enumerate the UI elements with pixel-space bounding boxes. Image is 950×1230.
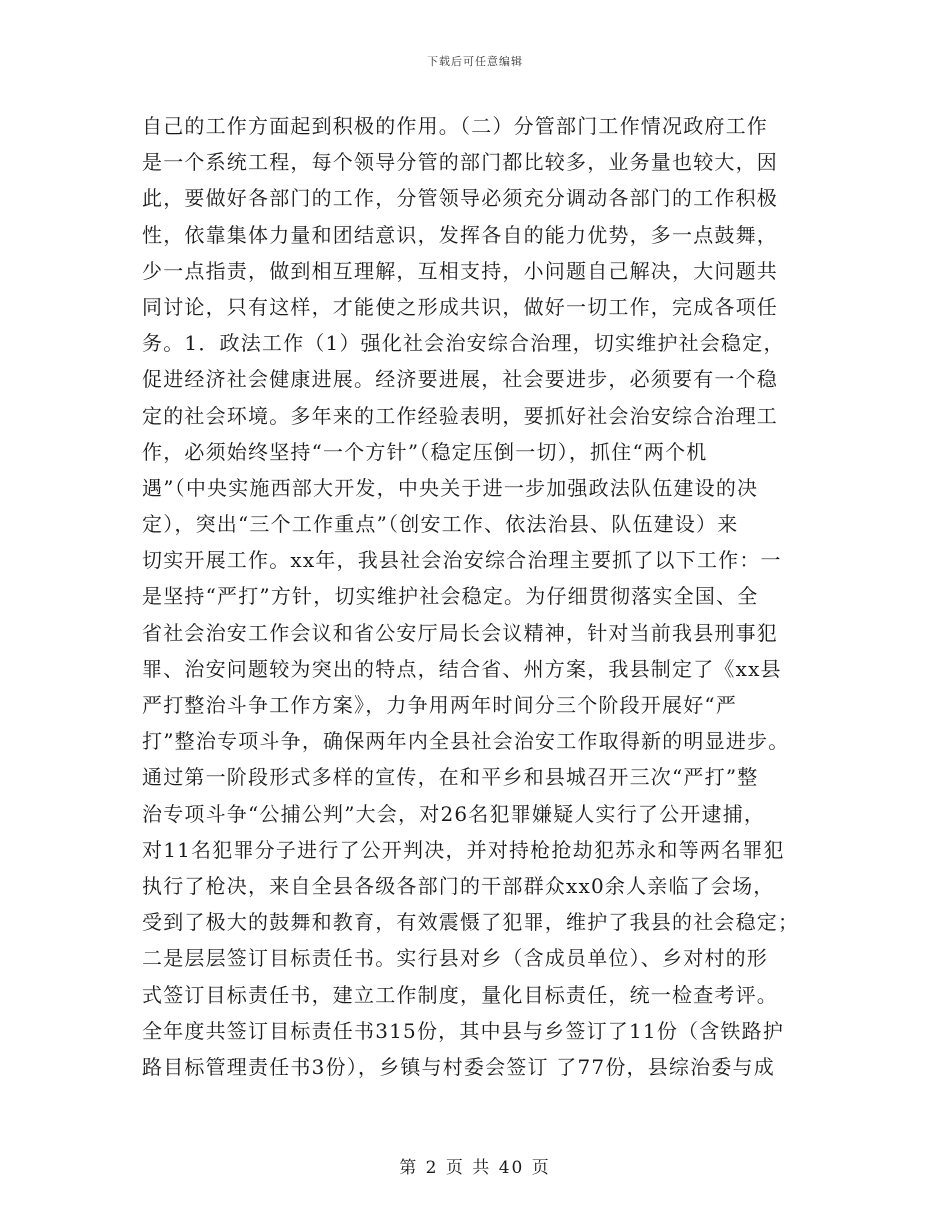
text-line: 执行了枪决，来自全县各级各部门的干部群众xx0余人亲临了会场， — [142, 873, 775, 898]
text-line: 式签订目标责任书，建立工作制度，量化目标责任，统一检查考评。 — [142, 982, 778, 1007]
text-line: 定），突出“三个工作重点”（创安工作、依法治县、队伍建设）来 — [142, 512, 739, 537]
text-line: 省社会治安工作会议和省公安厅局长会议精神，针对当前我县刑事犯 — [142, 620, 778, 645]
text-line: 严打整治斗争工作方案》，力争用两年时间分三个阶段开展好“严 — [142, 693, 738, 717]
text-line: 罪、治安问题较为突出的特点，结合省、州方案，我县制定了《xx县 — [142, 656, 782, 681]
text-line: 受到了极大的鼓舞和教育，有效震慑了犯罪，维护了我县的社会稳定； — [142, 910, 800, 935]
text-line: 此，要做好各部门的工作，分管领导必须充分调动各部门的工作积极 — [142, 186, 778, 211]
text-line: 遇”（中央实施西部大开发，中央关于进一步加强政法队伍建设的决 — [142, 475, 759, 500]
text-line: 务。1．政法工作（1）强化社会治安综合治理，切实维护社会稳定， — [142, 331, 785, 356]
text-line: 是坚持“严打”方针，切实维护社会稳定。为仔细贯彻落实全国、全 — [142, 584, 759, 609]
page-number: 第 2 页 共 40 页 — [399, 1158, 551, 1178]
text-line: 性，依靠集体力量和团结意识，发挥各自的能力优势，多一点鼓舞， — [142, 222, 778, 247]
text-line: 打”整治专项斗争，确保两年内全县社会治安工作取得新的明显进步。 — [142, 729, 790, 754]
text-line: 切实开展工作。xx年，我县社会治安综合治理主要抓了以下工作：一 — [142, 548, 782, 573]
text-line: 全年度共签订目标责任书315份，其中县与乡签订了11份（含铁路护 — [142, 1018, 785, 1043]
text-line: 定的社会环境。多年来的工作经验表明，要抓好社会治安综合治理工 — [142, 403, 778, 428]
page-header: 下载后可任意编辑 — [427, 55, 523, 68]
text-line: 少一点指责，做到相互理解，互相支持，小问题自己解决，大问题共 — [142, 258, 778, 283]
text-line: 治专项斗争“公捕公判”大会，对26名犯罪嫌疑人实行了公开逮捕， — [142, 801, 766, 826]
text-line: 路目标管理责任书3份），乡镇与村委会签订 了77份，县综治委与成 — [142, 1054, 775, 1079]
text-line: 促进经济社会健康进展。经济要进展，社会要进步，必须要有一个稳 — [142, 367, 778, 392]
text-line: 作，必须始终坚持“一个方针”（稳定压倒一切），抓住“两个机 — [142, 439, 708, 464]
body-text — [142, 108, 822, 1085]
text-line: 二是层层签订目标责任书。实行县对乡（含成员单位）、乡对村的形 — [142, 946, 768, 971]
text-line: 自己的工作方面起到积极的作用。（二）分管部门工作情况政府工作 — [142, 114, 768, 138]
text-line: 是一个系统工程，每个领导分管的部门都比较多，业务量也较大，因 — [142, 150, 778, 175]
text-line: 同讨论，只有这样，才能使之形成共识，做好一切工作，完成各项任 — [142, 294, 778, 319]
text-line: 对11名犯罪分子进行了公开判决，并对持枪抢劫犯苏永和等两名罪犯 — [142, 837, 785, 862]
text-line: 通过第一阶段形式多样的宣传，在和平乡和县城召开三次“严打”整 — [142, 765, 759, 790]
